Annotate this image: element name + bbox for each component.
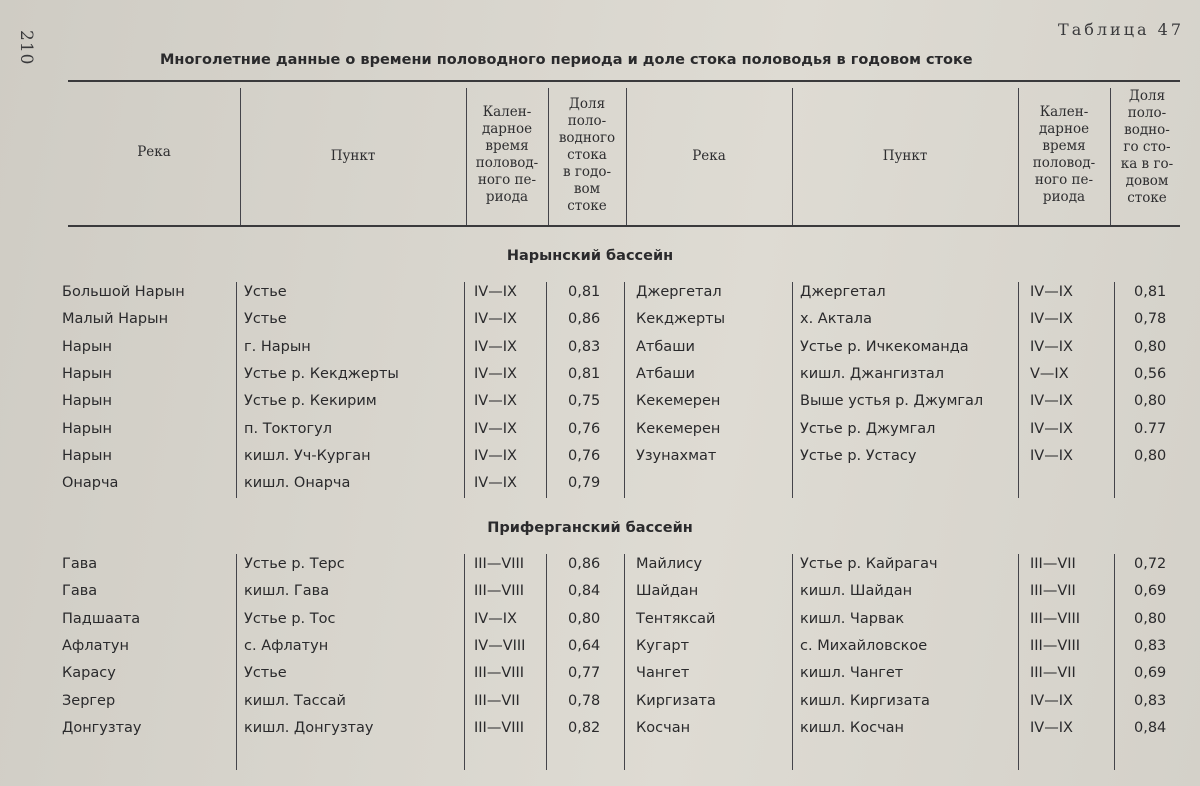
cell-share: 0,81 bbox=[1134, 284, 1167, 300]
cell-river: Афлатун bbox=[62, 637, 129, 654]
cell-period: IV—IX bbox=[1030, 447, 1073, 464]
cell-point: Устье р. Тос bbox=[244, 610, 336, 627]
cell-river: Атбаши bbox=[636, 338, 695, 355]
cell-share: 0,64 bbox=[568, 637, 601, 654]
header-period-left: Кален- дарное время половод- ного пе- риода bbox=[475, 104, 539, 205]
cell-period: IV—IX bbox=[474, 610, 517, 627]
cell-point: г. Нарын bbox=[244, 338, 311, 355]
body-divider bbox=[546, 282, 547, 498]
cell-point: Устье р. Кекирим bbox=[244, 393, 377, 410]
cell-period: IV—IX bbox=[474, 447, 517, 464]
cell-period: IV—IX bbox=[1030, 719, 1073, 736]
cell-share: 0,75 bbox=[568, 393, 601, 410]
body-divider bbox=[1114, 282, 1115, 498]
cell-share: 0,77 bbox=[568, 665, 601, 682]
cell-period: V—IX bbox=[1030, 365, 1069, 382]
cell-share: 0,86 bbox=[568, 556, 601, 572]
cell-period: III—VIII bbox=[474, 719, 525, 736]
cell-period: III—VIII bbox=[474, 583, 525, 600]
cell-river: Гава bbox=[62, 583, 98, 600]
body-divider bbox=[1114, 554, 1115, 770]
cell-period: IV—IX bbox=[1030, 692, 1073, 709]
cell-period: IV—IX bbox=[1030, 284, 1073, 300]
cell-river: Нарын bbox=[62, 338, 112, 355]
cell-point: Устье р. Кайрагач bbox=[800, 556, 938, 572]
cell-period: IV—VIII bbox=[474, 637, 526, 654]
cell-river: Зергер bbox=[62, 692, 116, 709]
cell-point: кишл. Уч-Курган bbox=[244, 447, 371, 464]
cell-period: IV—IX bbox=[1030, 311, 1073, 328]
cell-point: Джергетал bbox=[800, 284, 886, 300]
cell-river: Узунахмат bbox=[636, 447, 717, 464]
page-number: 210 bbox=[16, 30, 36, 66]
cell-period: IV—IX bbox=[474, 284, 517, 300]
cell-period: IV—IX bbox=[1030, 393, 1073, 410]
cell-point: кишл. Чарвак bbox=[800, 610, 905, 627]
cell-point: Устье р. Кекджерты bbox=[244, 365, 399, 382]
cell-river: Донгузтау bbox=[62, 719, 142, 736]
cell-share: 0,83 bbox=[1134, 692, 1167, 709]
cell-point: п. Токтогул bbox=[244, 420, 332, 437]
cell-point: Устье р. Терс bbox=[244, 556, 345, 572]
cell-point: кишл. Косчан bbox=[800, 719, 905, 736]
cell-river: Гава bbox=[62, 556, 98, 572]
cell-share: 0,80 bbox=[568, 610, 601, 627]
body-divider bbox=[624, 554, 625, 770]
cell-river: Джергетал bbox=[636, 284, 722, 300]
cell-river: Нарын bbox=[62, 365, 112, 382]
cell-period: III—VII bbox=[474, 692, 520, 709]
body-divider bbox=[1018, 282, 1019, 498]
table-number: Таблица 47 bbox=[1058, 20, 1184, 39]
header-period-right: Кален- дарное время половод- ного пе- риода bbox=[1032, 104, 1096, 205]
cell-share: 0,76 bbox=[568, 420, 601, 437]
cell-share: 0,84 bbox=[568, 583, 601, 600]
cell-river: Атбаши bbox=[636, 365, 695, 382]
cell-share: 0,81 bbox=[568, 365, 601, 382]
section-title-naryn: Нарынский бассейн bbox=[506, 248, 674, 264]
header-bottom-rule bbox=[68, 225, 1180, 227]
cell-point: кишл. Донгузтау bbox=[244, 719, 374, 736]
cell-river: Нарын bbox=[62, 447, 112, 464]
cell-share: 0.77 bbox=[1134, 420, 1167, 437]
cell-point: Устье р. Устасу bbox=[800, 447, 917, 464]
body-divider bbox=[624, 282, 625, 498]
cell-period: IV—IX bbox=[474, 420, 517, 437]
header-point-right: Пункт bbox=[882, 148, 928, 164]
cell-period: III—VII bbox=[1030, 665, 1076, 682]
cell-period: IV—IX bbox=[474, 475, 517, 492]
cell-river: Нарын bbox=[62, 420, 112, 437]
cell-share: 0,80 bbox=[1134, 393, 1167, 410]
cell-point: Устье bbox=[244, 311, 287, 328]
cell-period: IV—IX bbox=[1030, 420, 1073, 437]
body-divider bbox=[464, 282, 465, 498]
body-divider bbox=[546, 554, 547, 770]
cell-share: 0,84 bbox=[1134, 719, 1167, 736]
cell-period: IV—IX bbox=[474, 311, 517, 328]
cell-river: Карасу bbox=[62, 665, 116, 682]
cell-share: 0,78 bbox=[568, 692, 601, 709]
cell-river: Тентяксай bbox=[636, 610, 716, 627]
header-point-left: Пункт bbox=[330, 148, 376, 164]
cell-point: Устье р. Джумгал bbox=[800, 420, 936, 437]
cell-period: III—VII bbox=[1030, 556, 1076, 572]
cell-point: Устье bbox=[244, 284, 287, 300]
cell-period: III—VII bbox=[1030, 583, 1076, 600]
cell-river: Онарча bbox=[62, 475, 119, 492]
cell-river: Малый Нарын bbox=[62, 311, 169, 328]
cell-point: с. Михайловское bbox=[800, 637, 928, 654]
cell-river: Шайдан bbox=[636, 583, 699, 600]
cell-share: 0,83 bbox=[568, 338, 601, 355]
cell-share: 0,80 bbox=[1134, 447, 1167, 464]
cell-period: III—VIII bbox=[474, 556, 525, 572]
cell-period: III—VIII bbox=[474, 665, 525, 682]
cell-point: х. Актала bbox=[800, 311, 872, 328]
cell-river: Кекемерен bbox=[636, 393, 721, 410]
cell-share: 0,79 bbox=[568, 475, 601, 492]
cell-share: 0,69 bbox=[1134, 583, 1167, 600]
header-share-right: Доля поло- водно- го сто- ка в го- довом стоке bbox=[1120, 88, 1174, 206]
cell-period: III—VIII bbox=[1030, 637, 1081, 654]
cell-share: 0,80 bbox=[1134, 610, 1167, 627]
cell-point: кишл. Гава bbox=[244, 583, 330, 600]
cell-point: Выше устья р. Джумгал bbox=[800, 393, 984, 410]
body-divider bbox=[464, 554, 465, 770]
cell-river: Косчан bbox=[636, 719, 691, 736]
header-share-left: Доля поло- водного стока в годо- вом стоке bbox=[558, 96, 616, 214]
cell-share: 0,72 bbox=[1134, 556, 1167, 572]
cell-share: 0,81 bbox=[568, 284, 601, 300]
cell-point: Устье р. Ичкекоманда bbox=[800, 338, 969, 355]
body-divider bbox=[236, 282, 237, 498]
cell-point: Устье bbox=[244, 665, 287, 682]
cell-river: Падшаата bbox=[62, 610, 141, 627]
cell-river: Чангет bbox=[636, 665, 690, 682]
body-divider bbox=[1018, 554, 1019, 770]
table-caption: Многолетние данные о времени половодного периода и доле стока половодья в годовом стоке bbox=[160, 52, 973, 68]
cell-point: кишл. Чангет bbox=[800, 665, 904, 682]
cell-point: с. Афлатун bbox=[244, 637, 329, 654]
cell-point: кишл. Тассай bbox=[244, 692, 346, 709]
cell-point: кишл. Шайдан bbox=[800, 583, 913, 600]
body-divider bbox=[792, 554, 793, 770]
cell-period: IV—IX bbox=[474, 393, 517, 410]
cell-point: кишл. Джангизтал bbox=[800, 365, 945, 382]
cell-river: Кекджерты bbox=[636, 311, 726, 328]
cell-point: кишл. Киргизата bbox=[800, 692, 930, 709]
header-river-left: Река bbox=[137, 144, 171, 160]
cell-river: Кугарт bbox=[636, 637, 690, 654]
cell-period: IV—IX bbox=[474, 365, 517, 382]
cell-share: 0,78 bbox=[1134, 311, 1167, 328]
cell-period: IV—IX bbox=[474, 338, 517, 355]
cell-period: IV—IX bbox=[1030, 338, 1073, 355]
section-title-fergana: Приферганский бассейн bbox=[487, 520, 693, 536]
cell-share: 0,76 bbox=[568, 447, 601, 464]
body-divider bbox=[236, 554, 237, 770]
cell-share: 0,86 bbox=[568, 311, 601, 328]
header-river-right: Река bbox=[692, 148, 726, 164]
cell-share: 0,69 bbox=[1134, 665, 1167, 682]
cell-river: Майлису bbox=[636, 556, 703, 572]
cell-share: 0,80 bbox=[1134, 338, 1167, 355]
cell-share: 0,83 bbox=[1134, 637, 1167, 654]
cell-river: Нарын bbox=[62, 393, 112, 410]
cell-period: III—VIII bbox=[1030, 610, 1081, 627]
cell-share: 0,82 bbox=[568, 719, 601, 736]
cell-share: 0,56 bbox=[1134, 365, 1167, 382]
cell-river: Киргизата bbox=[636, 692, 716, 709]
body-divider bbox=[792, 282, 793, 498]
cell-river: Большой Нарын bbox=[62, 284, 185, 300]
cell-point: кишл. Онарча bbox=[244, 475, 351, 492]
cell-river: Кекемерен bbox=[636, 420, 721, 437]
header-top-rule bbox=[68, 80, 1180, 82]
